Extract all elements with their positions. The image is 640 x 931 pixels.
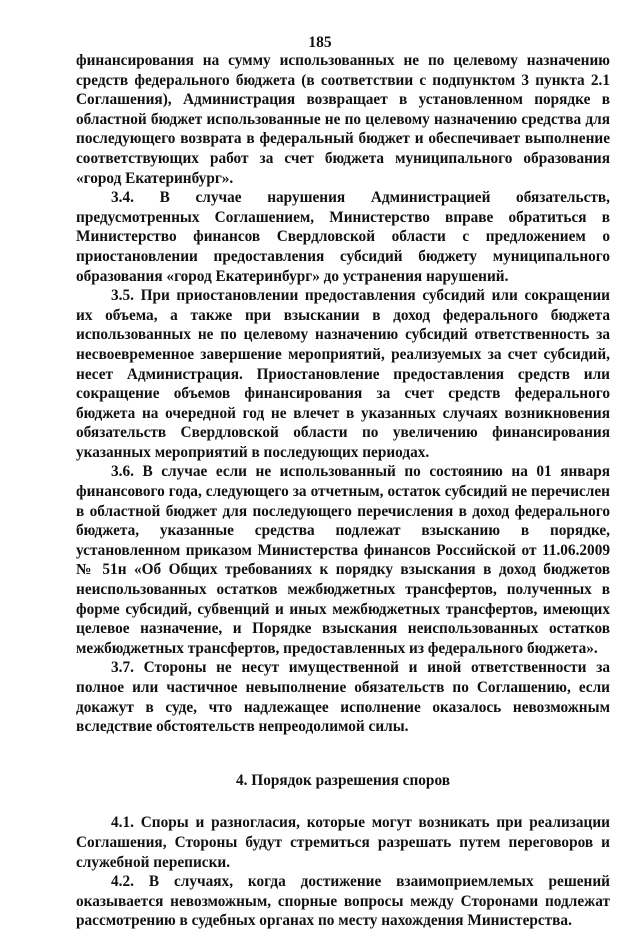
page-number: 185 [308,34,332,51]
section-heading: 4. Порядок разрешения споров [236,771,450,789]
paragraph-3-7: 3.7. Стороны не несут имущественной и иной ответственности за полное или частичное невыполнение обязательств по Соглашению, если докажут в суде, что надлежащее исполнение оказалось невозможным вследствие обстоятельств непреодолимой силы. [76,659,610,736]
paragraph-3-5: 3.5. При приостановлении предоставления субсидий или сокращении их объема, а также при взыскании в доход федерального бюджета использованных не по целевому назначению субсидий ответственность за несвоевременное завершение мероприятий, реализуемых за счет субсидий, несет Администрация. Приостановление предоставления средств или сокращение объемов финансирования за счет средств федерального бюджета на очередной год не влечет в указанных случаях возникновения обязательств Свердловской области по увеличению финансирования указанных мероприятий в последующих периодах. [76,287,610,461]
paragraph-4-2: 4.2. В случаях, когда достижение взаимоприемлемых решений оказывается невозможным, спорные вопросы между Сторонами подлежат рассмотрению в судебных органах по месту нахождения Министерства. [76,873,610,930]
paragraph-4-1: 4.1. Споры и разногласия, которые могут возникать при реализации Соглашения, Стороны будут стремиться разрешать путем переговоров и служебной переписки. [76,814,610,871]
paragraph-continuation: финансирования на сумму использованных не по целевому назначению средств федерального бюджета (в соответствии с подпунктом 3 пункта 2.1 Соглашения), Администрация возвращает в установленном порядке в областной бюджет использованные не по целевому назначению средства для последующего возврата в федеральный бюджет и обеспечивает выполнение соответствующих работ за счет бюджета муниципального образования «город Екатеринбург». [76,52,610,187]
paragraph-3-6: 3.6. В случае если не использованный по состоянию на 01 января финансового года, следующего за отчетным, остаток субсидий не перечислен в областной бюджет для последующего перечисления в доход федерального бюджета, указанные средства подлежат взысканию в порядке, установленном приказом Министерства финансов Российской от 11.06.2009 № 51н «Об Общих требованиях к порядку взыскания в доход бюджетов неиспользованных остатков межбюджетных трансфертов, полученных в форме субсидий, субвенций и иных межбюджетных трансфертов, имеющих целевое назначение, и Порядке взыскания неиспользованных остатков межбюджетных трансфертов, предоставленных из федерального бюджета». [76,463,610,657]
document-body [76,51,610,931]
paragraph-3-4: 3.4. В случае нарушения Администрацией обязательств, предусмотренных Соглашением, Министерство вправе обратиться в Министерство финансов Свердловской области с предложением о приостановлении предоставления субсидий бюджету муниципального образования «город Екатеринбург» до устранения нарушений. [76,189,610,285]
